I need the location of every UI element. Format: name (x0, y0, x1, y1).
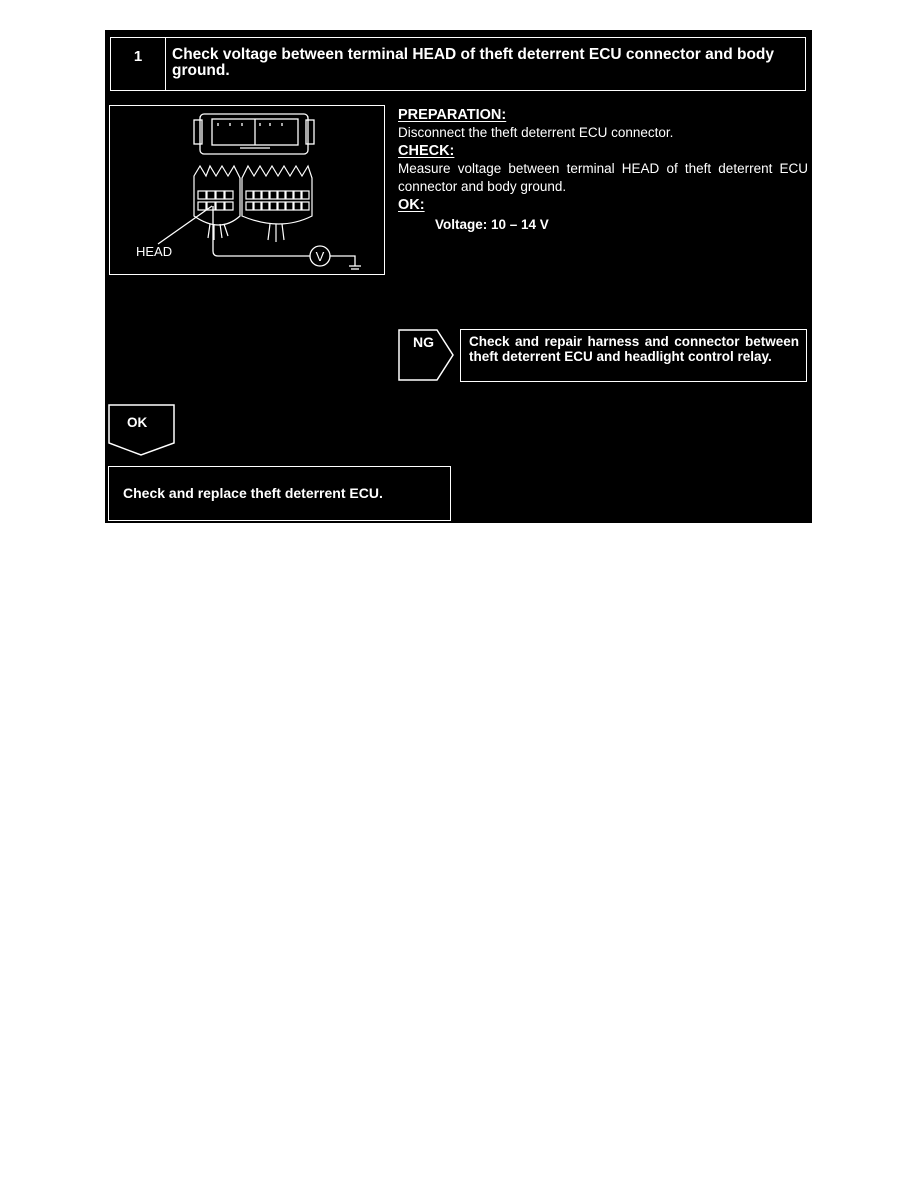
harness-connector-icon (194, 166, 312, 242)
preparation-heading: PREPARATION: (398, 107, 507, 123)
terminal-label: HEAD (136, 244, 173, 259)
step-number: 1 (110, 37, 166, 91)
ok-label: OK (127, 415, 148, 430)
down-arrow-icon (107, 403, 177, 458)
ecu-connector-icon (110, 106, 383, 273)
ground-symbol-icon (330, 256, 355, 266)
voltmeter-symbol: V (315, 249, 325, 264)
check-text: Measure voltage between terminal HEAD of theft deterrent ECU connector and body ground. (398, 161, 808, 194)
ng-label: NG (413, 334, 434, 350)
step-title: Check voltage between terminal HEAD of theft deterrent ECU connector and body ground. (165, 37, 806, 91)
ok-value: Voltage: 10 – 14 V (435, 217, 549, 232)
ok-action-box: Check and replace theft deterrent ECU. (108, 466, 451, 521)
preparation-text: Disconnect the theft deterrent ECU connector. (398, 125, 674, 140)
troubleshooting-panel (105, 30, 812, 523)
connector-diagram (109, 105, 385, 275)
ng-branch-arrow (397, 328, 457, 383)
ng-action-box: Check and repair harness and connector between theft deterrent ECU and headlight control relay. (460, 329, 807, 382)
check-heading: CHECK: (398, 143, 455, 159)
instructions (398, 106, 808, 234)
ok-branch-arrow (107, 403, 177, 458)
right-arrow-icon (397, 328, 457, 383)
ok-heading: OK: (398, 197, 425, 213)
